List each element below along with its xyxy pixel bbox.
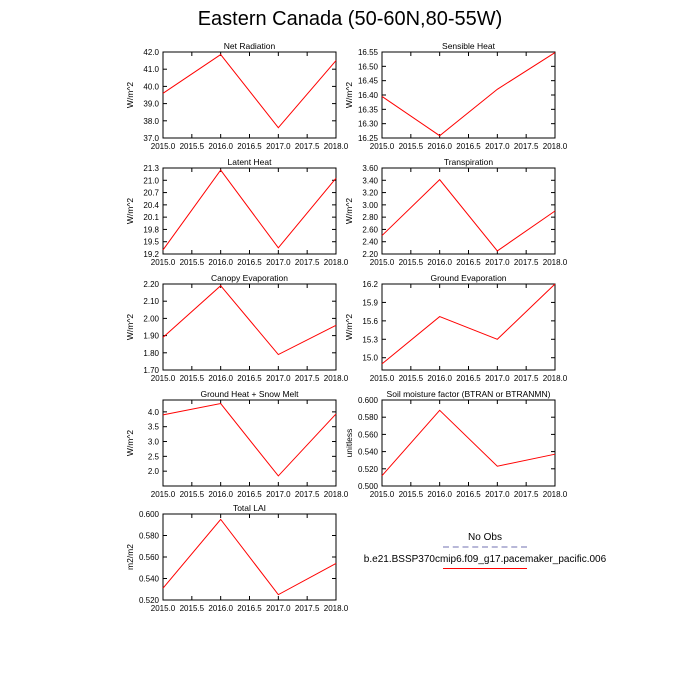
panel-6-xtick-label: 2017.0 (485, 374, 510, 383)
panel-2-ytick-label: 16.50 (357, 62, 378, 72)
panel-9-title: Total LAI (232, 503, 267, 513)
panel-2-xtick-label: 2015.0 (369, 142, 395, 151)
panel-2-ytick-label: 16.45 (357, 76, 378, 86)
panel-2-title: Sensible Heat (442, 41, 495, 51)
panel-9-ytick-label: 0.560 (138, 553, 159, 562)
panel-7-frame (163, 400, 336, 486)
panel-8-ytick-label: 0.540 (357, 447, 378, 457)
panel-1-ylabel: W/m^2 (125, 81, 135, 109)
panel-3-frame (163, 168, 336, 254)
panel-9-ytick-label: 0.520 (138, 596, 159, 605)
panel-3-ytick-label: 20.1 (143, 213, 159, 223)
panel-8-xtick-label: 2015.5 (398, 490, 424, 499)
panel-4-ytick-label: 2.60 (362, 225, 378, 235)
panel-7-xtick-label: 2017.5 (294, 490, 320, 499)
panel-5-frame (163, 284, 336, 370)
panel-3-ytick-label: 19.5 (143, 237, 159, 247)
panel-3-series-line (163, 170, 336, 250)
panel-2-ytick-label: 16.30 (357, 119, 378, 129)
panel-3-xtick-label: 2016.0 (208, 258, 233, 267)
panel-1-xtick-label: 2015.0 (150, 142, 176, 151)
panel-7-xtick-label: 2016.0 (208, 490, 233, 499)
panel-8-xtick-label: 2016.5 (456, 490, 481, 499)
panel-7-xtick-label: 2018.0 (323, 490, 349, 499)
panel-5-xtick-label: 2017.5 (294, 374, 320, 383)
panel-1-frame (163, 52, 336, 138)
panel-6-ytick-label: 15.0 (362, 353, 378, 363)
panel-4-title: Transpiration (443, 157, 494, 167)
panel-7-xtick-label: 2016.5 (237, 490, 262, 499)
panel-5-ytick-label: 1.90 (143, 331, 159, 341)
legend-line-model (443, 568, 527, 569)
panel-8-ytick-label: 0.580 (357, 413, 378, 423)
panel-3-xtick-label: 2015.0 (150, 258, 176, 267)
panel-4-ytick-label: 3.60 (362, 164, 378, 173)
panel-4-ytick-label: 2.80 (362, 213, 378, 223)
panel-4-xtick-label: 2016.5 (456, 258, 481, 267)
panel-9-xtick-label: 2016.0 (208, 604, 233, 613)
panel-1-ytick-label: 42.0 (143, 48, 159, 57)
panel-1-series-line (163, 55, 336, 128)
panel-8-xtick-label: 2015.0 (369, 490, 395, 499)
panel-6-xtick-label: 2017.5 (513, 374, 539, 383)
panel-3-ytick-label: 19.8 (143, 225, 159, 235)
panel-1-xtick-label: 2017.5 (294, 142, 320, 151)
panel-2-xtick-label: 2016.0 (427, 142, 452, 151)
panel-7-series-line (163, 404, 336, 476)
panel-5-xtick-label: 2017.0 (266, 374, 291, 383)
panel-8-ytick-label: 0.500 (357, 482, 378, 491)
panel-5-ytick-label: 2.10 (143, 297, 159, 307)
panel-4-ytick-label: 3.20 (362, 188, 378, 198)
panel-8-ytick-label: 0.520 (357, 464, 378, 474)
panel-6-title: Ground Evaporation (430, 273, 507, 283)
panel-2-ylabel: W/m^2 (344, 81, 354, 109)
panel-2-ytick-label: 16.55 (357, 48, 378, 57)
panel-9-xtick-label: 2017.5 (294, 604, 320, 613)
legend-label-model: b.e21.BSSP370cmip6.f09_g17.pacemaker_pacific.006 (363, 554, 607, 565)
panel-5-xtick-label: 2015.0 (150, 374, 176, 383)
panel-6-ytick-label: 16.2 (362, 280, 378, 289)
panel-3-xtick-label: 2017.5 (294, 258, 320, 267)
page-title: Eastern Canada (50-60N,80-55W) (197, 8, 503, 30)
panel-2-ytick-label: 16.25 (357, 134, 378, 143)
panel-7-ytick-label: 3.0 (147, 437, 159, 447)
panel-3-ytick-label: 19.2 (143, 250, 159, 259)
panel-1-xtick-label: 2018.0 (323, 142, 349, 151)
panel-4-ylabel: W/m^2 (344, 197, 354, 225)
panel-7-ytick-label: 4.0 (147, 407, 159, 417)
panel-5-title: Canopy Evaporation (210, 273, 289, 283)
panel-9-ytick-label: 0.600 (138, 510, 159, 519)
panel-3-ytick-label: 20.7 (143, 188, 159, 198)
panel-5-xtick-label: 2016.0 (208, 374, 233, 383)
panel-4-xtick-label: 2017.5 (513, 258, 539, 267)
panel-8-xtick-label: 2017.0 (485, 490, 510, 499)
panel-6-xtick-label: 2016.0 (427, 374, 452, 383)
panel-9-ytick-label: 0.580 (138, 531, 159, 541)
panel-6-xtick-label: 2018.0 (542, 374, 568, 383)
panel-1-xtick-label: 2016.0 (208, 142, 233, 151)
panel-4-xtick-label: 2015.5 (398, 258, 424, 267)
panel-9-ylabel: m2/m2 (125, 544, 135, 570)
panel-6-xtick-label: 2016.5 (456, 374, 481, 383)
panel-2-xtick-label: 2017.5 (513, 142, 539, 151)
panel-1-title: Net Radiation (223, 41, 276, 51)
panel-9-xtick-label: 2015.0 (150, 604, 176, 613)
legend-label-obs: No Obs (468, 532, 502, 543)
panel-2-xtick-label: 2016.5 (456, 142, 481, 151)
panel-4-ytick-label: 3.40 (362, 176, 378, 186)
panel-1-xtick-label: 2015.5 (179, 142, 205, 151)
panel-5-ytick-label: 1.80 (143, 348, 159, 358)
panel-4-xtick-label: 2017.0 (485, 258, 510, 267)
panel-8-ytick-label: 0.600 (357, 396, 378, 405)
panel-6-xtick-label: 2015.5 (398, 374, 424, 383)
panel-6-xtick-label: 2015.0 (369, 374, 395, 383)
panel-8-xtick-label: 2016.0 (427, 490, 452, 499)
panel-1-ytick-label: 37.0 (143, 134, 159, 143)
legend (360, 532, 610, 575)
panel-3-ytick-label: 21.3 (143, 164, 159, 173)
panel-8-xtick-label: 2018.0 (542, 490, 568, 499)
panel-3-ytick-label: 20.4 (143, 200, 159, 210)
panel-4-xtick-label: 2016.0 (427, 258, 452, 267)
panel-5-ylabel: W/m^2 (125, 313, 135, 341)
panel-6-ytick-label: 15.6 (362, 316, 378, 326)
panel-9-xtick-label: 2016.5 (237, 604, 262, 613)
panel-2-ytick-label: 16.40 (357, 91, 378, 100)
panel-2-series-line (382, 53, 555, 136)
panel-4-ytick-label: 2.20 (362, 250, 378, 259)
panel-4-ytick-label: 3.00 (362, 200, 378, 210)
panel-7-xtick-label: 2017.0 (266, 490, 291, 499)
panel-9-series-line (163, 519, 336, 594)
panel-5-ytick-label: 1.70 (143, 366, 159, 375)
panel-2-ytick-label: 16.35 (357, 105, 378, 115)
panel-7-xtick-label: 2015.0 (150, 490, 176, 499)
panel-1-ytick-label: 39.0 (143, 99, 159, 109)
panel-3-xtick-label: 2018.0 (323, 258, 349, 267)
panel-8-title: Soil moisture factor (BTRAN or BTRANMN) (386, 389, 551, 399)
panel-7-xtick-label: 2015.5 (179, 490, 205, 499)
panel-8-frame (382, 400, 555, 486)
panel-4-ytick-label: 2.40 (362, 237, 378, 247)
panel-5-ytick-label: 2.20 (143, 280, 159, 289)
panel-2-xtick-label: 2015.5 (398, 142, 424, 151)
panel-9-xtick-label: 2015.5 (179, 604, 205, 613)
panel-5-xtick-label: 2018.0 (323, 374, 349, 383)
panel-9-ytick-label: 0.540 (138, 574, 159, 584)
panel-1-ytick-label: 41.0 (143, 65, 159, 75)
panel-9-xtick-label: 2018.0 (323, 604, 349, 613)
panel-7-ytick-label: 3.5 (147, 422, 159, 432)
panel-6-ylabel: W/m^2 (344, 313, 354, 341)
panel-8-series-line (382, 410, 555, 475)
legend-line-obs (443, 546, 527, 548)
panel-3-xtick-label: 2016.5 (237, 258, 262, 267)
panel-6-ytick-label: 15.3 (362, 335, 378, 345)
panel-3-title: Latent Heat (227, 157, 272, 167)
panel-4-series-line (382, 180, 555, 251)
panel-1-ytick-label: 38.0 (143, 116, 159, 126)
panel-9-xtick-label: 2017.0 (266, 604, 291, 613)
panel-2-xtick-label: 2018.0 (542, 142, 568, 151)
panel-5-xtick-label: 2015.5 (179, 374, 205, 383)
panel-1-xtick-label: 2017.0 (266, 142, 291, 151)
panel-6-series-line (382, 284, 555, 364)
panel-4-xtick-label: 2018.0 (542, 258, 568, 267)
panel-6-ytick-label: 15.9 (362, 298, 378, 308)
panel-8-xtick-label: 2017.5 (513, 490, 539, 499)
panel-4-xtick-label: 2015.0 (369, 258, 395, 267)
panel-2-frame (382, 52, 555, 138)
panel-3-ytick-label: 21.0 (143, 176, 159, 186)
panel-5-ytick-label: 2.00 (143, 314, 159, 324)
panel-3-xtick-label: 2015.5 (179, 258, 205, 267)
panel-7-ylabel: W/m^2 (125, 429, 135, 457)
panel-8-ytick-label: 0.560 (357, 430, 378, 440)
panel-8-ylabel: unitless (344, 428, 354, 458)
panel-3-xtick-label: 2017.0 (266, 258, 291, 267)
panel-1-xtick-label: 2016.5 (237, 142, 262, 151)
panel-3-ylabel: W/m^2 (125, 197, 135, 225)
panel-7-ytick-label: 2.0 (147, 467, 159, 477)
panel-5-series-line (163, 286, 336, 355)
panel-5-xtick-label: 2016.5 (237, 374, 262, 383)
panel-1-ytick-label: 40.0 (143, 82, 159, 92)
panel-6-frame (382, 284, 555, 370)
panel-2-xtick-label: 2017.0 (485, 142, 510, 151)
panel-7-title: Ground Heat + Snow Melt (200, 389, 299, 399)
panel-7-ytick-label: 2.5 (147, 452, 159, 462)
